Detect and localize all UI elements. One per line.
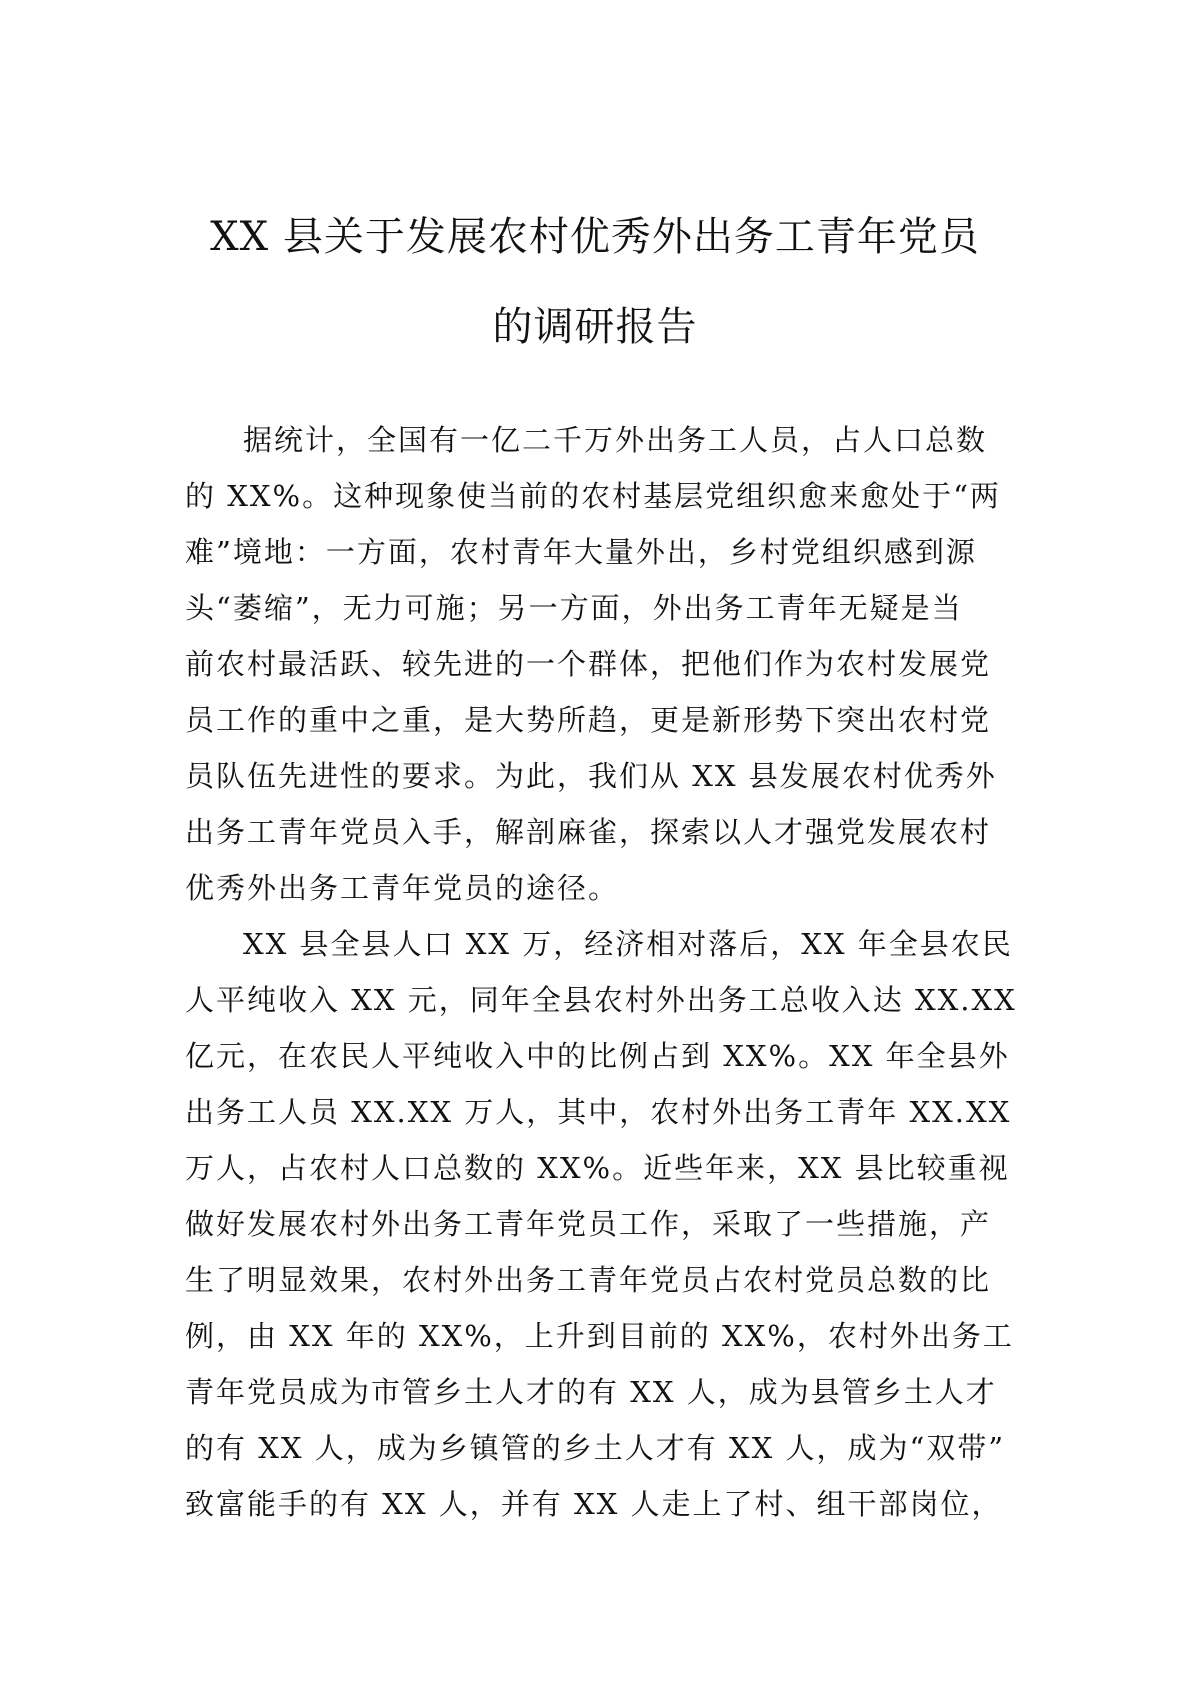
text-line: XX 县全县人口 XX 万，经济相对落后，XX 年全县农民 — [243, 927, 1013, 961]
text-line: 的 XX%。这种现象使当前的农村基层党组织愈来愈处于“两 — [185, 479, 1001, 513]
text-line: 员工作的重中之重，是大势所趋，更是新形势下突出农村党 — [185, 703, 992, 737]
text-line: 优秀外出务工青年党员的途径。 — [185, 871, 620, 905]
text-line: 的有 XX 人，成为乡镇管的乡土人才有 XX 人，成为“双带” — [185, 1431, 1006, 1465]
text-line: 头“萎缩”，无力可施；另一方面，外出务工青年无疑是当 — [185, 591, 963, 625]
text-line: 出务工青年党员入手，解剖麻雀，探索以人才强党发展农村 — [185, 815, 992, 849]
paragraph-1 — [185, 412, 1015, 916]
text-line: 亿元，在农民人平纯收入中的比例占到 XX%。XX 年全县外 — [185, 1039, 1010, 1073]
paragraph-2 — [185, 916, 1015, 1532]
title-line-2: 的调研报告 — [492, 304, 698, 350]
text-line: 万人，占农村人口总数的 XX%。近些年来，XX 县比较重视 — [185, 1151, 1010, 1185]
text-line: 据统计，全国有一亿二千万外出务工人员，占人口总数 — [243, 423, 988, 457]
text-line: 人平纯收入 XX 元，同年全县农村外出务工总收入达 XX.XX — [185, 983, 1017, 1017]
text-line: 青年党员成为市管乡土人才的有 XX 人，成为县管乡土人才 — [185, 1375, 997, 1409]
text-line: 生了明显效果，农村外出务工青年党员占农村党员总数的比 — [185, 1263, 992, 1297]
document-body — [185, 412, 1015, 1532]
text-line: 难”境地：一方面，农村青年大量外出，乡村党组织感到源 — [185, 535, 977, 569]
text-line: 出务工人员 XX.XX 万人，其中，农村外出务工青年 XX.XX — [185, 1095, 1012, 1129]
text-line: 前农村最活跃、较先进的一个群体，把他们作为农村发展党 — [185, 647, 992, 681]
text-line: 做好发展农村外出务工青年党员工作，采取了一些措施，产 — [185, 1207, 992, 1241]
text-line: 例，由 XX 年的 XX%，上升到目前的 XX%，农村外出务工 — [185, 1319, 1014, 1353]
text-line: 致富能手的有 XX 人，并有 XX 人走上了村、组干部岗位， — [185, 1487, 1003, 1521]
title-line-1: XX 县关于发展农村优秀外出务工青年党员 — [210, 214, 980, 260]
text-line: 员队伍先进性的要求。为此，我们从 XX 县发展农村优秀外 — [185, 759, 997, 793]
document-title — [150, 192, 1040, 372]
